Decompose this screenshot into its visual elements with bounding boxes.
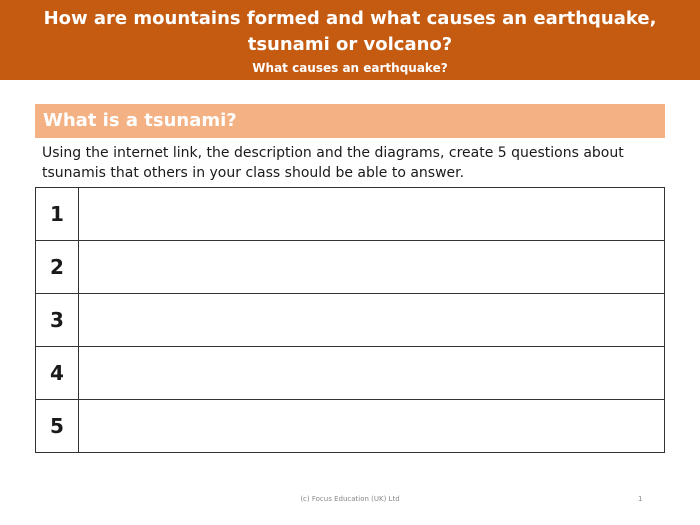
question-answer-cell[interactable] [79, 241, 665, 294]
table-row [36, 188, 665, 241]
copyright-footer: (c) Focus Education (UK) Ltd [300, 495, 400, 503]
instructions-text: Using the internet link, the description and the diagrams, create 5 questions about tsunamis that others in your class should be able to answer. [42, 145, 624, 181]
table-row [36, 400, 665, 453]
header-banner [0, 0, 700, 80]
section-heading-bar [35, 104, 665, 138]
question-answer-cell[interactable] [79, 400, 665, 453]
question-answer-cell[interactable] [79, 294, 665, 347]
table-row [36, 347, 665, 400]
section-title: What is a tsunami? [43, 110, 237, 131]
question-number: 2 [36, 241, 79, 294]
page-subtitle: What causes an earthquake? [252, 61, 448, 75]
table-row [36, 241, 665, 294]
table-row [36, 294, 665, 347]
page-title: How are mountains formed and what causes an earthquake, tsunami or volcano? [43, 8, 657, 55]
question-number: 4 [36, 347, 79, 400]
question-answer-cell[interactable] [79, 347, 665, 400]
question-number: 5 [36, 400, 79, 453]
question-number: 3 [36, 294, 79, 347]
page-number: 1 [638, 495, 643, 503]
question-answer-cell[interactable] [79, 188, 665, 241]
question-number: 1 [36, 188, 79, 241]
questions-table [35, 187, 665, 453]
